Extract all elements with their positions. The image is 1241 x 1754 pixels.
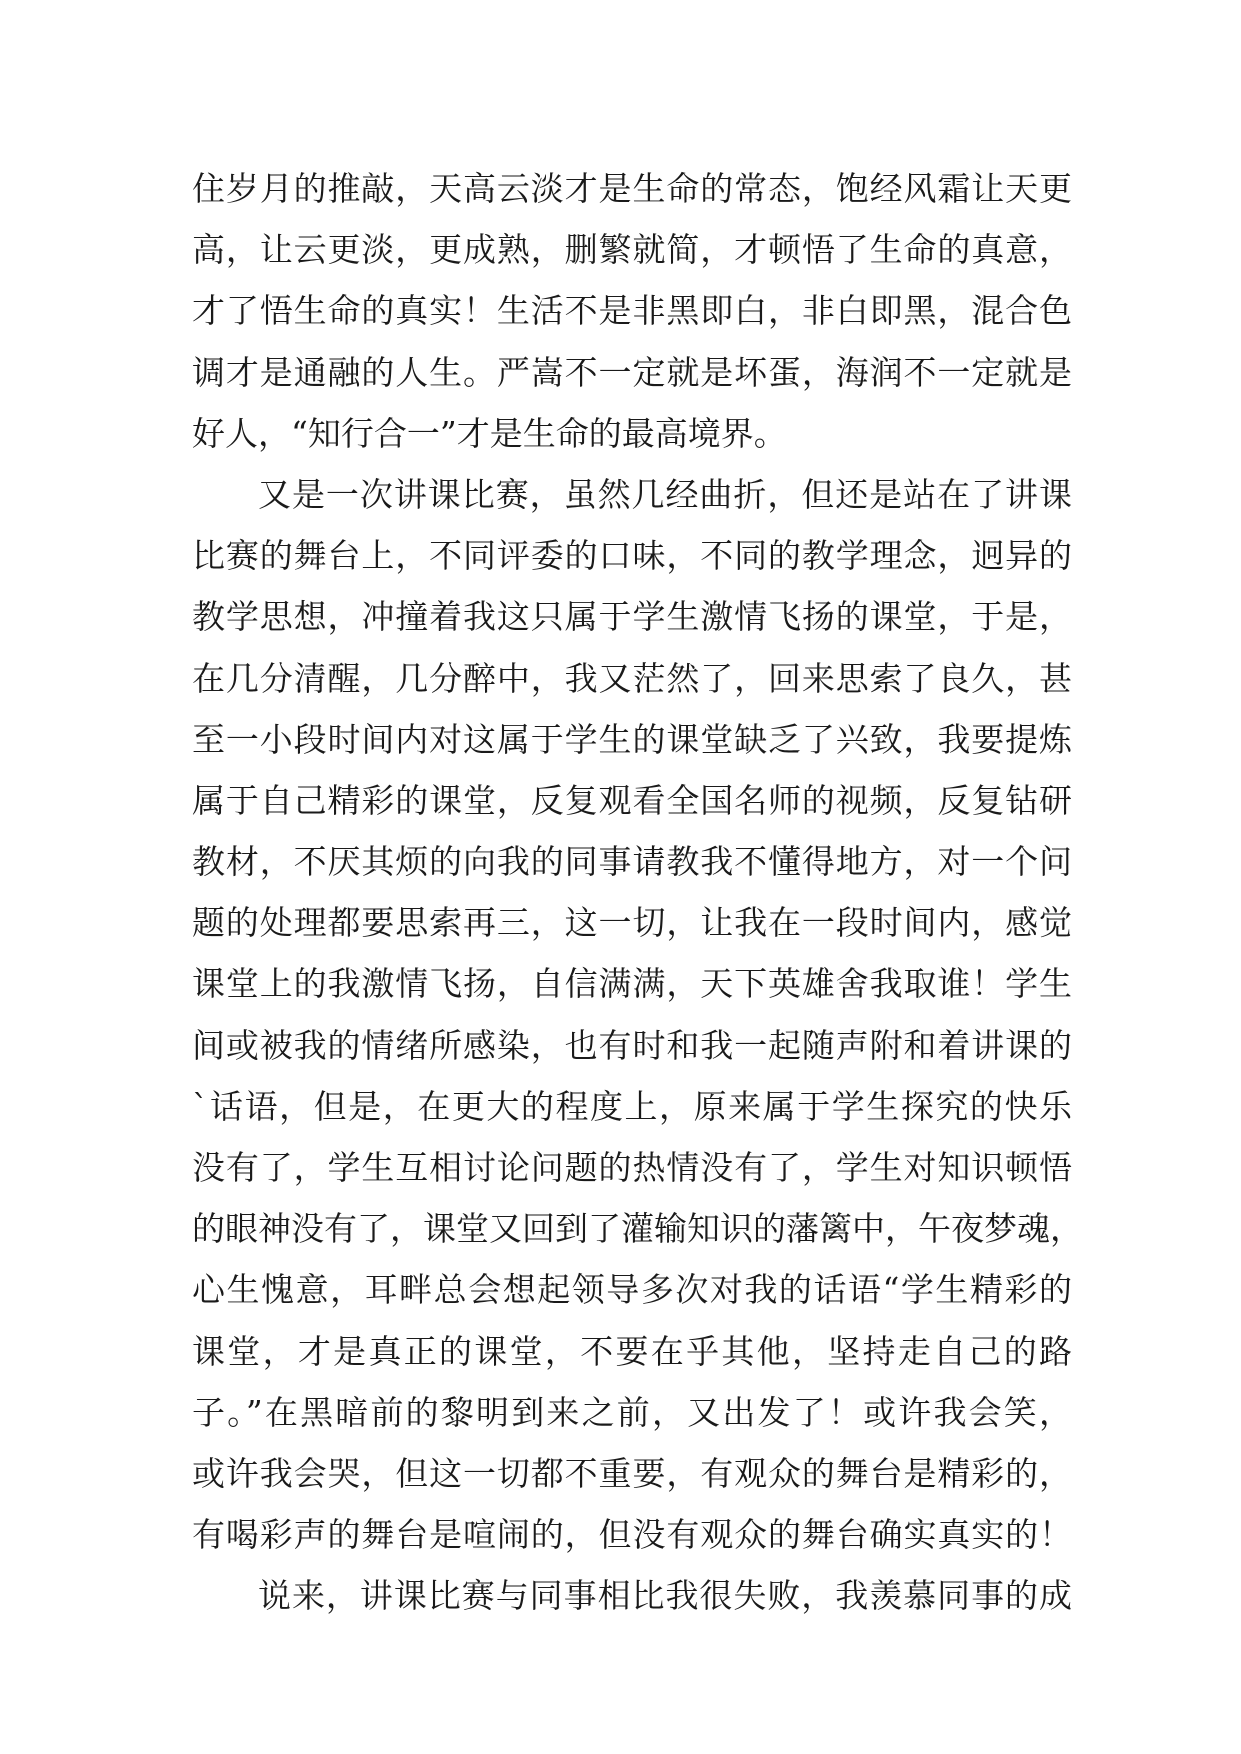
text-line: 或许我会哭，但这一切都不重要，有观众的舞台是精彩的， (192, 1453, 1072, 1493)
paragraph-first-line: 又是一次讲课比赛，虽然几经曲折，但还是站在了讲课 (258, 474, 1072, 514)
text-line: 至一小段时间内对这属于学生的课堂缺乏了兴致，我要提炼 (192, 719, 1072, 759)
text-line: 在几分清醒，几分醉中，我又茫然了，回来思索了良久，甚 (192, 658, 1072, 698)
text-line: 教材，不厌其烦的向我的同事请教我不懂得地方，对一个问 (192, 842, 1072, 882)
text-line: 住岁月的推敲，天高云淡才是生命的常态，饱经风霜让天更 (192, 169, 1072, 208)
text-line: 属于自己精彩的课堂，反复观看全国名师的视频，反复钻研 (192, 780, 1072, 820)
text-line: 调才是通融的人生。严嵩不一定就是坏蛋，海润不一定就是 (192, 352, 1072, 392)
text-line: 有喝彩声的舞台是喧闹的，但没有观众的舞台确实真实的！ (192, 1515, 1072, 1555)
text-line: 课堂，才是真正的课堂，不要在乎其他，坚持走自己的路 (192, 1331, 1072, 1371)
text-line: 子。”在黑暗前的黎明到来之前，又出发了！或许我会笑， (192, 1392, 1072, 1432)
text-line: 没有了，学生互相讨论问题的热情没有了，学生对知识顿悟 (192, 1148, 1072, 1187)
text-line: 高，让云更淡，更成熟，删繁就简，才顿悟了生命的真意， (192, 230, 1072, 270)
text-line: 比赛的舞台上，不同评委的口味，不同的教学理念，迥异的 (192, 536, 1072, 576)
text-line: 才了悟生命的真实！生活不是非黑即白，非白即黑，混合色 (192, 291, 1072, 331)
body-text (192, 158, 1083, 1627)
text-line: `话语，但是，在更大的程度上，原来属于学生探究的快乐 (192, 1086, 1072, 1126)
text-line: 教学思想，冲撞着我这只属于学生激情飞扬的课堂，于是， (192, 597, 1072, 637)
text-line: 心生愧意，耳畔总会想起领导多次对我的话语“学生精彩的 (192, 1270, 1072, 1310)
text-line: 题的处理都要思索再三，这一切，让我在一段时间内，感觉 (192, 903, 1072, 943)
paragraph-first-line: 说来，讲课比赛与同事相比我很失败，我羡慕同事的成 (258, 1576, 1072, 1616)
text-line: 间或被我的情绪所感染，也有时和我一起随声附和着讲课的 (192, 1025, 1072, 1065)
text-line: 课堂上的我激情飞扬，自信满满，天下英雄舍我取谁！学生 (192, 964, 1072, 1004)
text-line: 好人，“知行合一”才是生命的最高境界。 (192, 413, 787, 453)
text-line: 的眼神没有了，课堂又回到了灌输知识的藩篱中，午夜梦魂， (192, 1209, 1083, 1249)
